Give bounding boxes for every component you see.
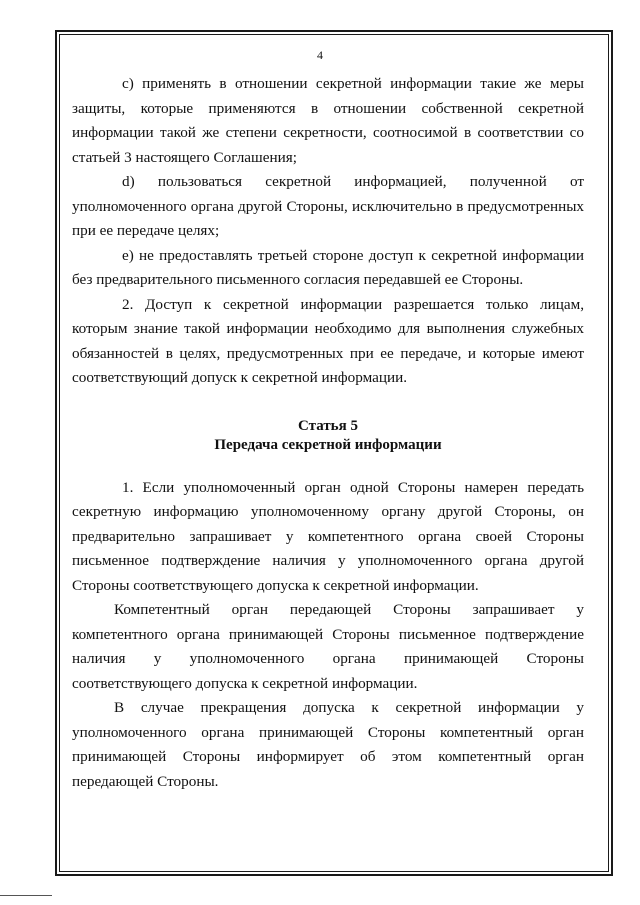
- article-paragraph-3: В случае прекращения допуска к секретной информации у уполномоченного органа принимающей Стороны компетентный орган принимающей Стороны информирует об этом компетентный орган передающей Стороны.: [72, 699, 584, 790]
- spacer: [72, 467, 584, 476]
- article-paragraph-1: 1. Если уполномоченный орган одной Стороны намерен передать секретную информацию уполномоченному органу другой Стороны, он предварительно запрашивает у компетентного органа своей Стороны письменное подтверждение наличия у уполномоченного органа другой Стороны соответствующего допуска к секретной информации.: [72, 478, 584, 594]
- list-item-c: c) применять в отношении секретной информации такие же меры защиты, которые применяются в отношении собственной секретной информации такой же степени секретности, соотносимой в соответствии со статьей 3 настоящего Соглашения;: [72, 75, 584, 166]
- scan-edge-mark: [0, 895, 52, 896]
- paragraph-2: 2. Доступ к секретной информации разрешается только лицам, которым знание такой информации необходимо для выполнения служебных обязанностей в целях, предусмотренных при ее передаче, и которые имеют соответствующий допуск к секретной информации.: [72, 295, 584, 386]
- article-paragraph-2: Компетентный орган передающей Стороны запрашивает у компетентного органа принимающей Стороны письменное подтверждение наличия у уполномоченного органа принимающей Стороны соответствующего допуска к секретной информации.: [72, 601, 584, 692]
- list-item-d: d) пользоваться секретной информацией, полученной от уполномоченного органа другой Стороны, исключительно в предусмотренных при ее передаче целях;: [72, 173, 584, 239]
- article-number: Статья 5: [298, 417, 358, 434]
- article-title: Передача секретной информации: [214, 436, 442, 453]
- article-heading: [72, 417, 584, 455]
- document-body: [72, 72, 584, 794]
- list-item-e: e) не предоставлять третьей стороне доступ к секретной информации без предварительного письменного согласия передавшей ее Стороны.: [72, 246, 584, 288]
- page-number: 4: [317, 48, 323, 62]
